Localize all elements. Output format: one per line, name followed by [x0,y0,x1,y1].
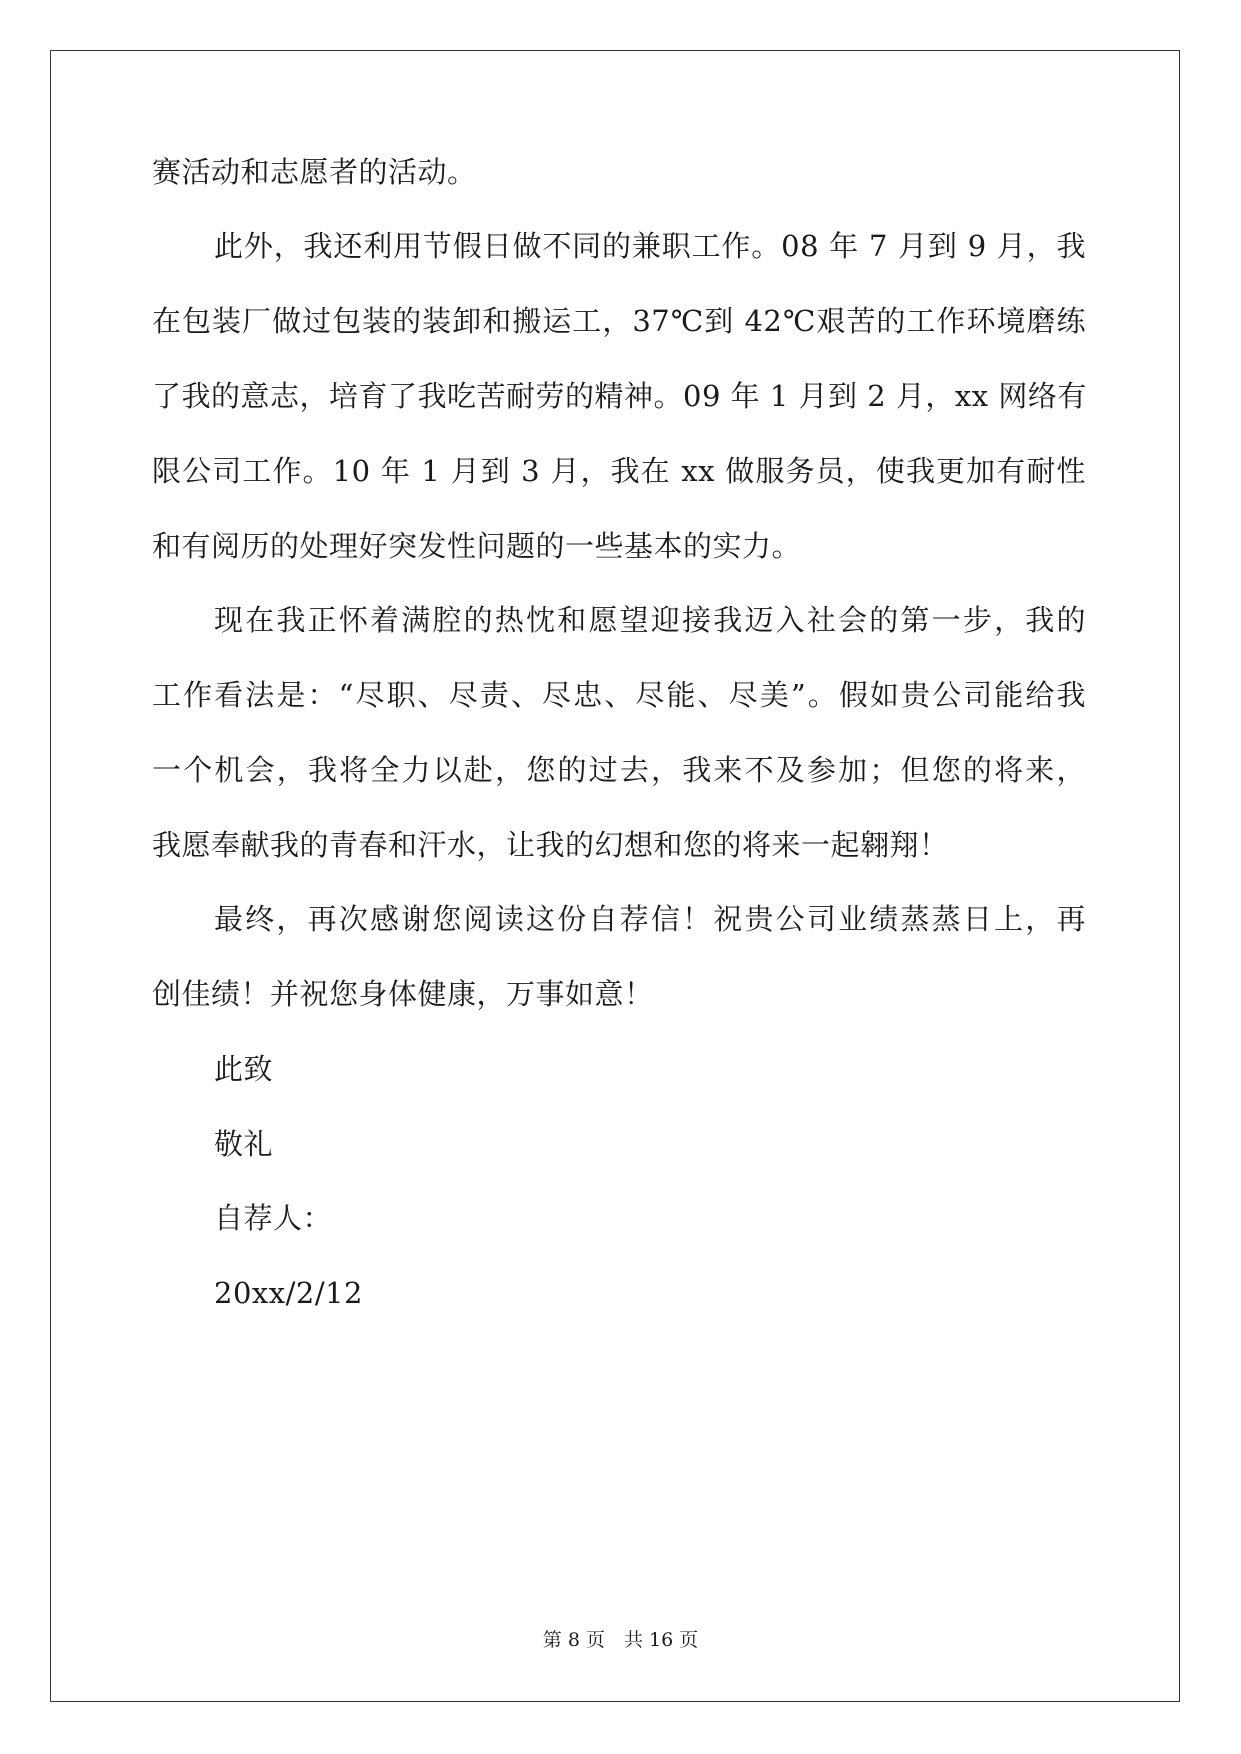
text-line: 了我的意志，培育了我吃苦耐劳的精神。09 年 1 月到 2 月，xx 网络有 [152,379,1087,413]
text-line: 在包装厂做过包装的装卸和搬运工，37℃到 42℃艰苦的工作环境磨练 [152,304,1086,338]
closing-regards: 敬礼 [214,1127,274,1161]
signature-date: 20xx/2/12 [214,1276,364,1310]
paragraph-first-line: 最终，再次感谢您阅读这份自荐信！祝贵公司业绩蒸蒸日上，再 [214,902,1086,936]
page-number: 第 8 页 共 16 页 [542,1629,699,1651]
text-line: 工作看法是：“尽职、尽责、尽忠、尽能、尽美”。假如贵公司能给我 [152,678,1086,712]
text-line: 创佳绩！并祝您身体健康，万事如意！ [152,977,654,1011]
text-line: 一个机会，我将全力以赴，您的过去，我来不及参加；但您的将来， [152,753,1086,787]
text-line: 限公司工作。10 年 1 月到 3 月，我在 xx 做服务员，使我更加有耐性 [152,454,1086,488]
text-line: 赛活动和志愿者的活动。 [152,155,477,189]
paragraph-first-line: 现在我正怀着满腔的热忱和愿望迎接我迈入社会的第一步，我的 [214,603,1086,637]
text-line: 和有阅历的处理好突发性问题的一些基本的实力。 [152,529,802,563]
paragraph-first-line: 此外，我还利用节假日做不同的兼职工作。08 年 7 月到 9 月，我 [214,229,1086,263]
closing-salutation: 此致 [214,1052,274,1086]
text-line: 我愿奉献我的青春和汗水，让我的幻想和您的将来一起翱翔！ [152,828,949,862]
page-border [50,50,1180,1702]
signature-label: 自荐人： [214,1201,333,1235]
page-footer [0,1628,1241,1652]
